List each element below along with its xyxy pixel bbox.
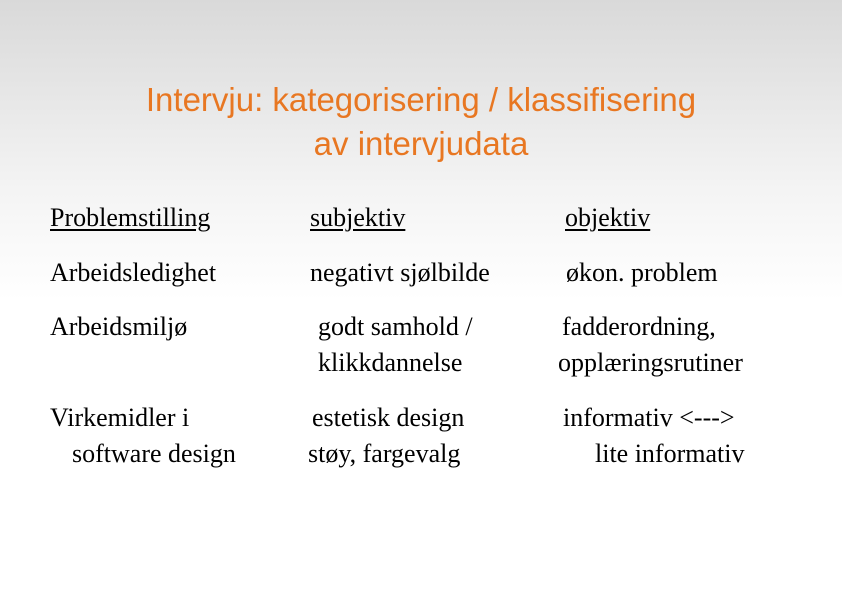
row-arbeidsmiljo-col1 — [50, 309, 187, 345]
cell-text: estetisk design — [312, 403, 465, 432]
row-virkemidler-col3 — [563, 400, 744, 472]
cell-text: software design — [72, 439, 236, 468]
row-arbeidsmiljo-col2 — [314, 309, 473, 381]
header-objektiv: objektiv — [565, 203, 651, 232]
row-arbeidsmiljo-col3 — [558, 309, 743, 381]
cell-text: fadderordning, — [562, 312, 716, 341]
row-arbeidsledighet-col3 — [566, 255, 718, 291]
row-virkemidler-col2 — [308, 400, 464, 472]
cell-text: negativt sjølbilde — [310, 258, 490, 287]
cell-text: informativ <---> — [563, 403, 735, 432]
cell-text: opplæringsrutiner — [558, 348, 743, 377]
title-line-2: av intervjudata — [313, 125, 529, 162]
row-arbeidsledighet-col2 — [310, 255, 490, 291]
row-virkemidler-col1 — [50, 400, 236, 472]
header-problemstilling: Problemstilling — [50, 203, 211, 232]
cell-text: Virkemidler i — [50, 403, 190, 432]
cell-text: lite informativ — [595, 439, 745, 468]
cell-text: Arbeidsmiljø — [50, 312, 188, 341]
cell-text: økon. problem — [566, 258, 718, 287]
title-line-1: Intervju: kategorisering / klassifisering — [145, 81, 697, 118]
row-arbeidsledighet-col1 — [50, 255, 216, 291]
slide-title — [0, 78, 842, 166]
cell-text: klikkdannelse — [318, 348, 463, 377]
cell-text: Arbeidsledighet — [50, 258, 217, 287]
cell-text: støy, fargevalg — [308, 439, 461, 468]
header-subjektiv: subjektiv — [310, 203, 406, 232]
cell-text: godt samhold / — [318, 312, 473, 341]
